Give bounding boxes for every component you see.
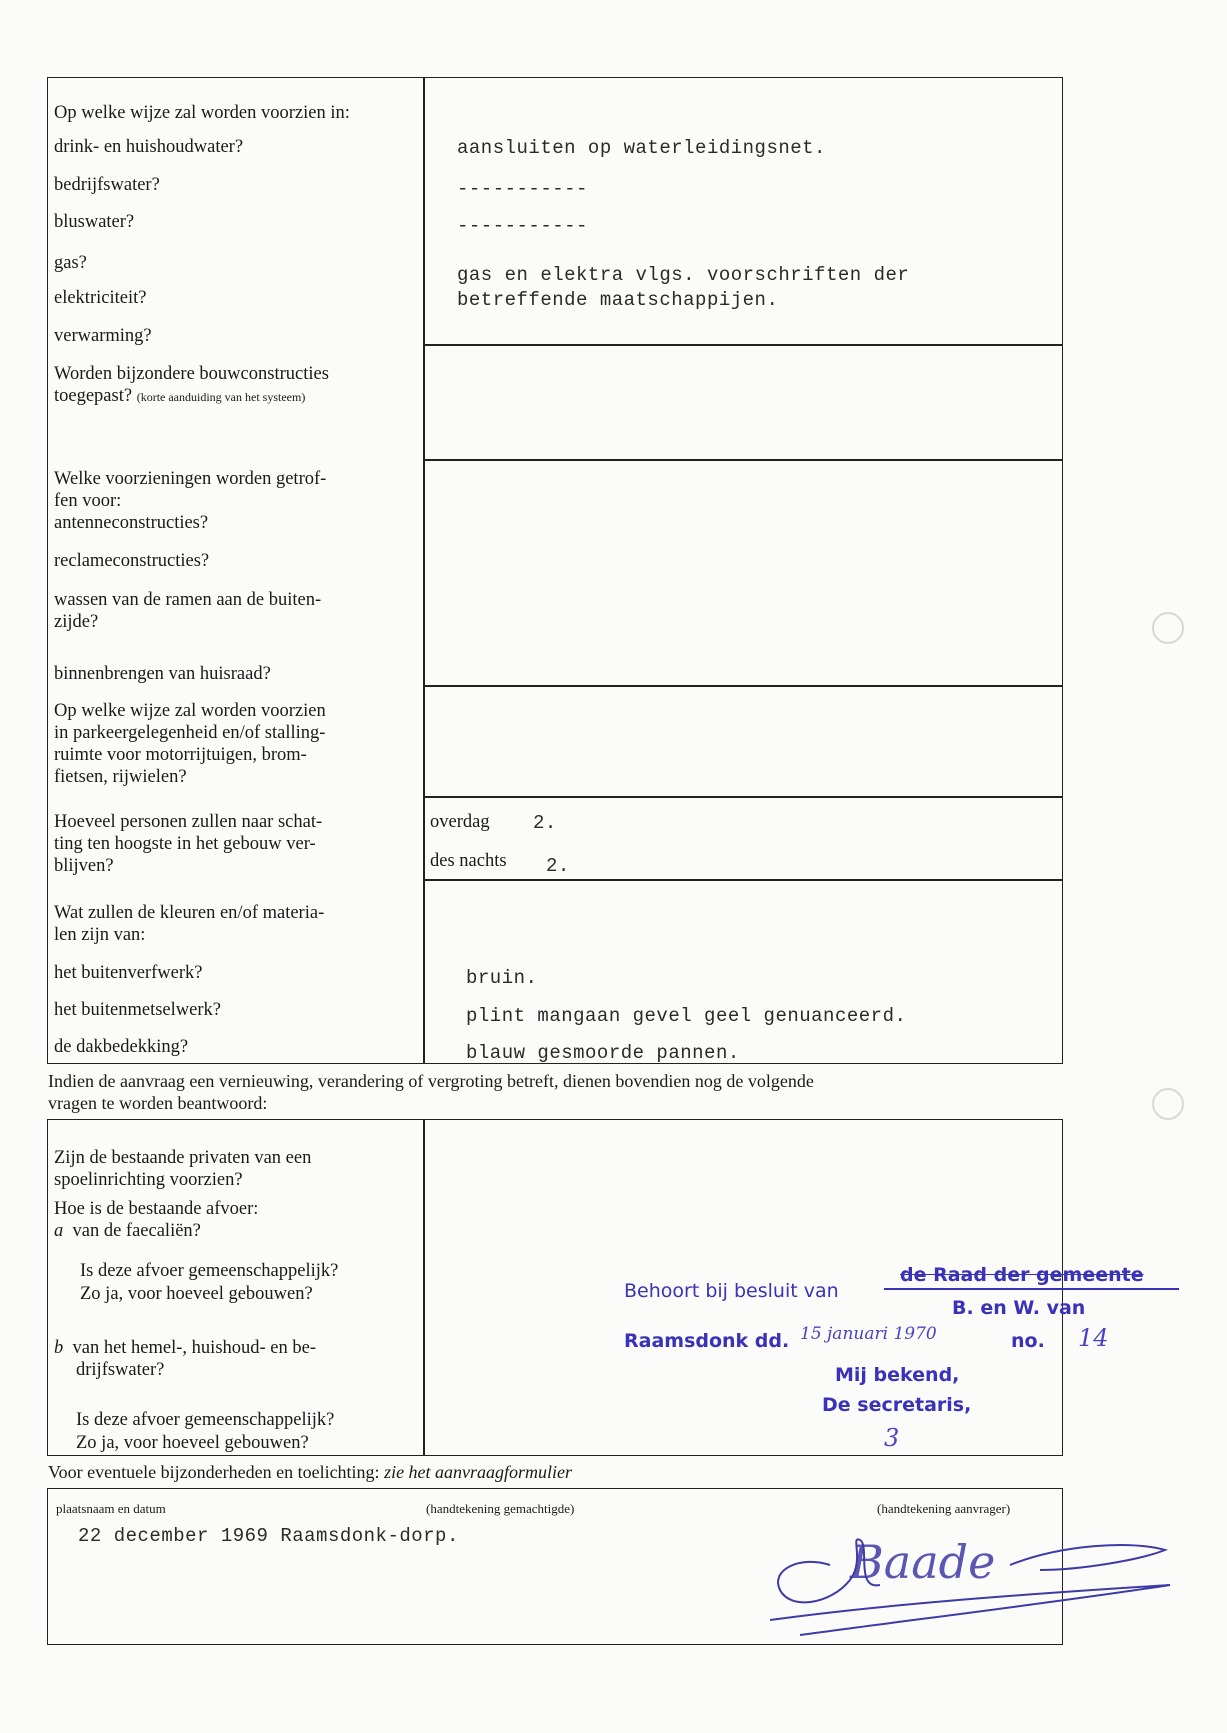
answer-buitenverf: bruin. xyxy=(466,967,538,989)
stamp-line-1: Behoort bij besluit van xyxy=(624,1280,839,1302)
question-parkeer-1: Op welke wijze zal worden voorzien xyxy=(54,701,326,721)
question-verwarming: verwarming? xyxy=(54,326,152,346)
question-huisraad: binnenbrengen van huisraad? xyxy=(54,664,271,684)
question-buitenmetsel: het buitenmetselwerk? xyxy=(54,1000,221,1020)
row-divider-1 xyxy=(423,344,1063,346)
toelichting-ref: zie het aanvraagformulier xyxy=(384,1462,573,1482)
plaats-datum-value: 22 december 1969 Raamsdonk-dorp. xyxy=(78,1525,459,1547)
question-bouwconstructies-2: toegepast? (korte aanduiding van het systeem) xyxy=(54,386,306,406)
answer-bluswater: ----------- xyxy=(457,215,588,237)
stamp-secretaris: De secretaris, xyxy=(822,1394,972,1416)
question-dakbedekking: de dakbedekking? xyxy=(54,1037,189,1057)
stamp-line-2: Raamsdonk dd. xyxy=(624,1330,790,1352)
answer-overdag: 2. xyxy=(533,812,557,834)
row-divider-4 xyxy=(423,796,1063,798)
question-elektriciteit: elektriciteit? xyxy=(54,288,147,308)
question-a: a van de faecaliën? xyxy=(54,1221,201,1241)
answer-buitenmetsel: plint mangaan gevel geel genuanceerd. xyxy=(466,1005,907,1027)
question-kleuren-2: len zijn van: xyxy=(54,925,146,945)
label-overdag: overdag xyxy=(430,812,490,832)
question-bouwconstructies-1: Worden bijzondere bouwconstructies xyxy=(54,364,329,384)
answer-gas-elektra-1: gas en elektra vlgs. voorschriften der xyxy=(457,264,910,286)
column-divider-2 xyxy=(423,1119,425,1456)
question-drinkwater: drink- en huishoudwater? xyxy=(54,137,244,157)
question-kleuren-1: Wat zullen de kleuren en/of materia- xyxy=(54,903,325,923)
question-gemeenschappelijk-2: Is deze afvoer gemeenschappelijk? xyxy=(76,1410,335,1430)
answer-dakbedekking: blauw gesmoorde pannen. xyxy=(466,1042,740,1064)
question-zoja-2: Zo ja, voor hoeveel gebouwen? xyxy=(76,1433,309,1453)
signature-loop xyxy=(778,1539,880,1602)
row-divider-2 xyxy=(423,459,1063,461)
question-privaten-1: Zijn de bestaande privaten van een xyxy=(54,1148,312,1168)
question-reclame: reclameconstructies? xyxy=(54,551,210,571)
signature-tail xyxy=(1010,1545,1165,1570)
question-antenne: antenneconstructies? xyxy=(54,513,209,533)
question-gas: gas? xyxy=(54,253,87,273)
question-buitenverf: het buitenverfwerk? xyxy=(54,963,203,983)
stamp-strike-line xyxy=(884,1288,1179,1290)
answer-bedrijfswater: ----------- xyxy=(457,178,588,200)
question-privaten-2: spoelinrichting voorzien? xyxy=(54,1170,243,1190)
label-plaatsnaam-datum: plaatsnaam en datum xyxy=(56,1501,166,1516)
intro-line-2: vragen te worden beantwoord: xyxy=(48,1093,268,1113)
question-b-2: drijfswater? xyxy=(76,1360,165,1380)
stamp-bekend: Mij bekend, xyxy=(835,1364,960,1386)
question-zoja-1: Zo ja, voor hoeveel gebouwen? xyxy=(80,1284,313,1304)
question-personen-3: blijven? xyxy=(54,856,114,876)
column-divider xyxy=(423,77,425,1064)
punch-hole-top xyxy=(1152,612,1184,644)
question-wassen-2: zijde? xyxy=(54,612,99,632)
question-wassen-1: wassen van de ramen aan de buiten- xyxy=(54,590,322,610)
question-afvoer: Hoe is de bestaande afvoer: xyxy=(54,1199,259,1219)
stamp-raad: de Raad der gemeente xyxy=(900,1264,1144,1286)
toelichting: Voor eventuele bijzonderheden en toelichting: zie het aanvraagformulier xyxy=(48,1462,573,1482)
intro-line-1: Indien de aanvraag een vernieuwing, verandering of vergroting betreft, dienen bovendien nog de volgende xyxy=(48,1071,814,1091)
answer-nachts: 2. xyxy=(546,855,570,877)
stamp-no-value: 14 xyxy=(1078,1324,1109,1352)
question-bluswater: bluswater? xyxy=(54,212,135,232)
question-personen-2: ting ten hoogste in het gebouw ver- xyxy=(54,834,316,854)
question-parkeer-3: ruimte voor motorrijtuigen, brom- xyxy=(54,745,307,765)
row-divider-3 xyxy=(423,685,1063,687)
question-bouwconstructies-note: (korte aanduiding van het systeem) xyxy=(136,390,306,404)
signature-name: Baade xyxy=(850,1535,996,1589)
question-voorzieningen-2: fen voor: xyxy=(54,491,122,511)
stamp-initial: 3 xyxy=(884,1424,900,1452)
question-parkeer-4: fietsen, rijwielen? xyxy=(54,767,187,787)
question-voorzien: Op welke wijze zal worden voorzien in: xyxy=(54,103,350,123)
signature-underline xyxy=(770,1585,1170,1635)
question-bedrijfswater: bedrijfswater? xyxy=(54,175,160,195)
label-handtekening-aanvrager: (handtekening aanvrager) xyxy=(877,1501,1011,1516)
punch-hole-bottom xyxy=(1152,1088,1184,1120)
stamp-date: 15 januari 1970 xyxy=(800,1324,937,1344)
row-divider-5 xyxy=(423,879,1063,881)
question-personen-1: Hoeveel personen zullen naar schat- xyxy=(54,812,323,832)
answer-drinkwater: aansluiten op waterleidingsnet. xyxy=(457,137,826,159)
stamp-no-label: no. xyxy=(1011,1330,1045,1352)
label-nachts: des nachts xyxy=(430,851,507,871)
signature-scribble xyxy=(760,1510,1180,1640)
question-gemeenschappelijk-1: Is deze afvoer gemeenschappelijk? xyxy=(80,1261,339,1281)
question-b-1: b van het hemel-, huishoud- en be- xyxy=(54,1338,317,1358)
label-handtekening-gemachtigde: (handtekening gemachtigde) xyxy=(426,1501,575,1516)
question-voorzieningen-1: Welke voorzieningen worden getrof- xyxy=(54,469,327,489)
question-parkeer-2: in parkeergelegenheid en/of stalling- xyxy=(54,723,326,743)
answer-gas-elektra-2: betreffende maatschappijen. xyxy=(457,289,779,311)
stamp-bw: B. en W. van xyxy=(952,1297,1086,1319)
